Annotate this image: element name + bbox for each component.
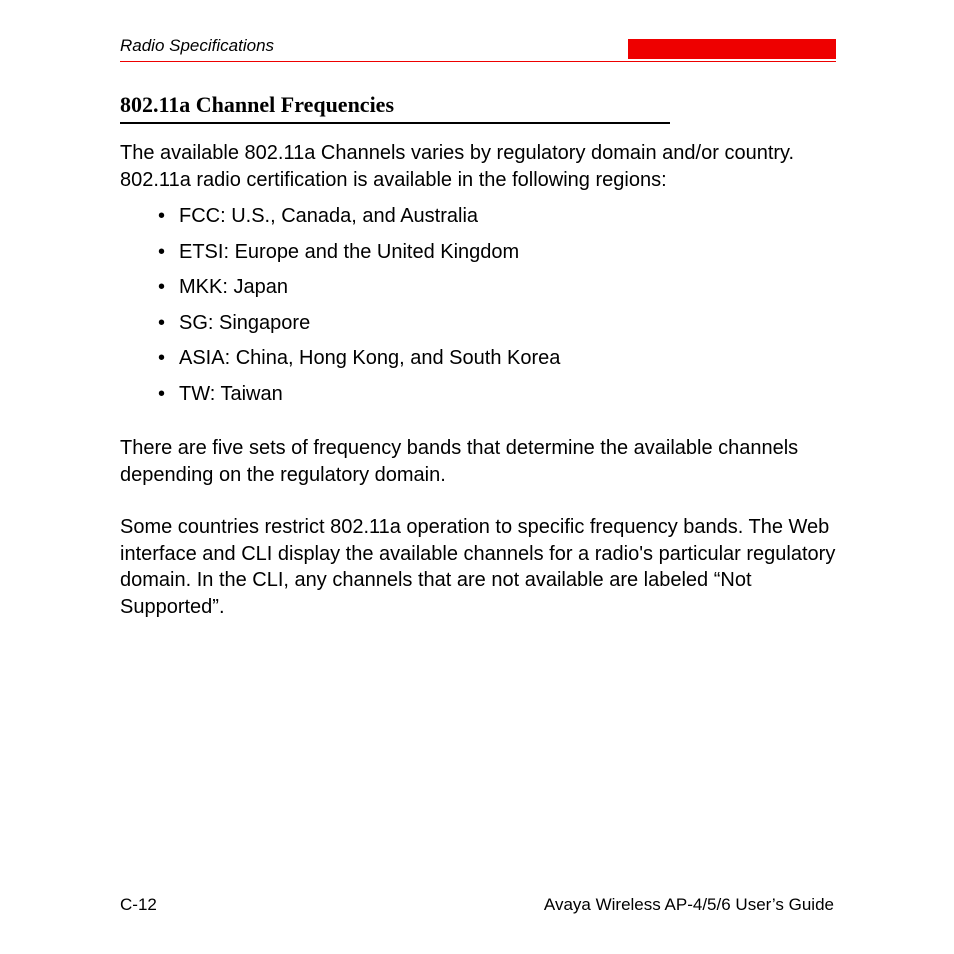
list-item-text: MKK: Japan	[179, 276, 288, 298]
list-item-text: TW: Taiwan	[179, 382, 283, 405]
header-accent-bar	[628, 39, 836, 59]
bullet-icon: •	[158, 382, 166, 405]
bands-paragraph: There are five sets of frequency bands that determine the available channels depending on the regulatory domain.	[120, 437, 799, 486]
list-item-text: FCC: U.S., Canada, and Australia	[179, 205, 479, 227]
section-heading: 802.11a Channel Frequencies	[120, 91, 670, 124]
restriction-paragraph: Some countries restrict 802.11a operation to specific frequency bands. The Web interface and CLI display the available channels for a radio's particular regulatory domain. In the CLI, any channels that are not available are labeled “Not Supported”.	[120, 516, 836, 618]
intro-paragraph: The available 802.11a Channels varies by regulatory domain and/or country. 802.11a radio certification is available in the following regions:	[120, 142, 795, 191]
list-item	[158, 310, 560, 346]
list-item-text: ETSI: Europe and the United Kingdom	[179, 240, 520, 263]
list-item	[158, 274, 560, 310]
list-item-text: ASIA: China, Hong Kong, and South Korea	[179, 347, 561, 369]
running-header-title: Radio Specifications	[120, 36, 275, 55]
bullet-icon: •	[158, 276, 166, 298]
bullet-icon: •	[158, 205, 166, 227]
list-item	[158, 239, 560, 275]
page-number: C-12	[120, 895, 157, 914]
guide-title: Avaya Wireless AP-4/5/6 User’s Guide	[543, 895, 834, 914]
bullet-icon: •	[158, 240, 166, 263]
bullet-icon: •	[158, 347, 166, 369]
list-item	[158, 381, 560, 417]
list-item-text: SG: Singapore	[179, 311, 311, 334]
header-rule	[120, 61, 836, 62]
list-item	[158, 203, 560, 239]
bullet-icon: •	[158, 311, 166, 334]
regions-list	[158, 203, 560, 416]
list-item	[158, 345, 560, 381]
